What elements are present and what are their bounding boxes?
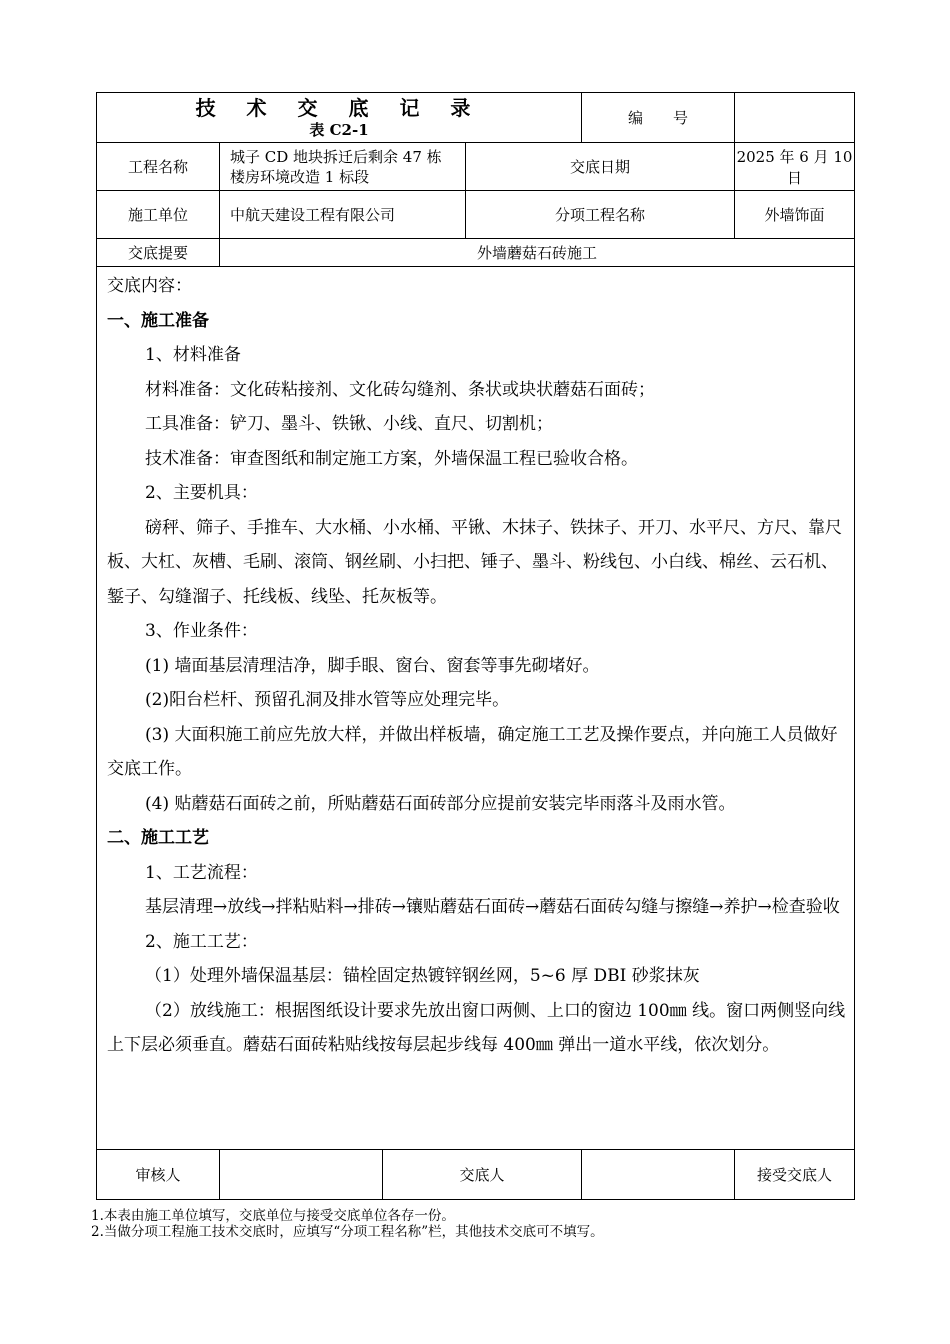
date-value[interactable]: 2025 年 6 月 10 日 (735, 143, 855, 191)
presenter-label: 交底人 (383, 1150, 582, 1200)
reviewer-label: 审核人 (97, 1150, 220, 1200)
form-code: 表 C2-1 (309, 120, 369, 139)
work-conditions-heading: 3、作业条件： (145, 621, 258, 641)
presenter-value[interactable] (582, 1150, 735, 1200)
equipment-list: 磅秤、筛子、手推车、大水桶、小水桶、平锹、木抹子、铁抹子、开刀、水平尺、方尺、靠尺板、大杠、灰槽、毛刷、滚筒、钢丝刷、小扫把、锤子、墨斗、粉线包、小白线、棉丝、云石机、錾子、勾缝溜子、托线板、线坠、托灰板等。 (107, 517, 842, 607)
date-label: 交底日期 (466, 143, 735, 191)
condition-1: (1) 墙面基层清理洁净，脚手眼、窗台、窗套等事先砌堵好。 (145, 655, 600, 676)
technical-disclosure-form (96, 92, 854, 1200)
contractor-value[interactable]: 中航天建设工程有限公司 (220, 191, 466, 239)
project-name-label: 工程名称 (97, 143, 220, 191)
process-heading: 2、施工工艺： (145, 931, 258, 952)
form-title-cell (97, 93, 582, 143)
disclosure-content (97, 267, 855, 1150)
project-name-line1: 城子 CD 地块拆迁后剩余 47 栋 (230, 147, 442, 166)
note-2: 2.当做分项工程施工技术交底时，应填写“分项工程名称”栏，其他技术交底可不填写。 (91, 1224, 604, 1240)
process-flow: 基层清理→放线→拌粘贴料→排砖→镶贴蘑菇石面砖→蘑菇石面砖勾缝与擦缝→养护→检查验收 (145, 897, 840, 917)
equipment-heading: 2、主要机具： (145, 483, 258, 503)
condition-4: (4) 贴蘑菇石面砖之前，所贴蘑菇石面砖部分应提前安装完毕雨落斗及雨水管。 (145, 793, 736, 814)
project-name-value[interactable] (220, 143, 466, 191)
condition-2: (2)阳台栏杆、预留孔洞及排水管等应处理完毕。 (145, 690, 510, 710)
section-1-title: 一、施工准备 (107, 310, 209, 331)
tool-list: 工具准备：铲刀、墨斗、铁锹、小线、直尺、切割机； (145, 414, 553, 434)
form-title: 技 术 交 底 记 录 (195, 95, 483, 120)
receiver-cell (735, 1150, 855, 1200)
material-list: 材料准备：文化砖粘接剂、文化砖勾缝剂、条状或块状蘑菇石面砖； (145, 379, 655, 400)
summary-value[interactable]: 外墙蘑菇石砖施工 (220, 239, 855, 267)
content-intro: 交底内容： (107, 276, 192, 296)
sub-project-value[interactable]: 外墙饰面 (735, 191, 855, 239)
form-table (96, 92, 855, 1200)
tech-prep: 技术准备：审查图纸和制定施工方案，外墙保温工程已验收合格。 (145, 448, 638, 469)
condition-3: (3) 大面积施工前应先放大样，并做出样板墙，确定施工工艺及操作要点，并向施工人员做好交底工作。 (107, 724, 838, 779)
process-step-2: （2）放线施工：根据图纸设计要求先放出窗口两侧、上口的窗边 100㎜ 线。窗口两侧竖向线上下层必须垂直。蘑菇石面砖粘贴线按每层起步线每 400㎜ 弹出一道水平线，依次划分。 (107, 1000, 846, 1055)
form-notes (91, 1208, 604, 1240)
process-step-1: （1）处理外墙保温基层：锚栓固定热镀锌钢丝网，5~6 厚 DBI 砂浆抹灰 (145, 966, 700, 986)
receiver-label: 接受交底人 (757, 1166, 833, 1184)
section-2-title: 二、施工工艺 (107, 828, 209, 848)
project-name-line2: 楼房环境改造 1 标段 (230, 167, 370, 186)
number-label: 编 号 (582, 93, 735, 143)
contractor-label: 施工单位 (97, 191, 220, 239)
reviewer-value[interactable] (220, 1150, 383, 1200)
number-value[interactable] (735, 93, 855, 143)
process-flow-heading: 1、工艺流程： (145, 862, 258, 883)
summary-label: 交底提要 (97, 239, 220, 267)
sub-project-label: 分项工程名称 (466, 191, 735, 239)
note-1: 1.本表由施工单位填写，交底单位与接受交底单位各存一份。 (91, 1208, 455, 1224)
material-prep-heading: 1、材料准备 (145, 345, 241, 365)
